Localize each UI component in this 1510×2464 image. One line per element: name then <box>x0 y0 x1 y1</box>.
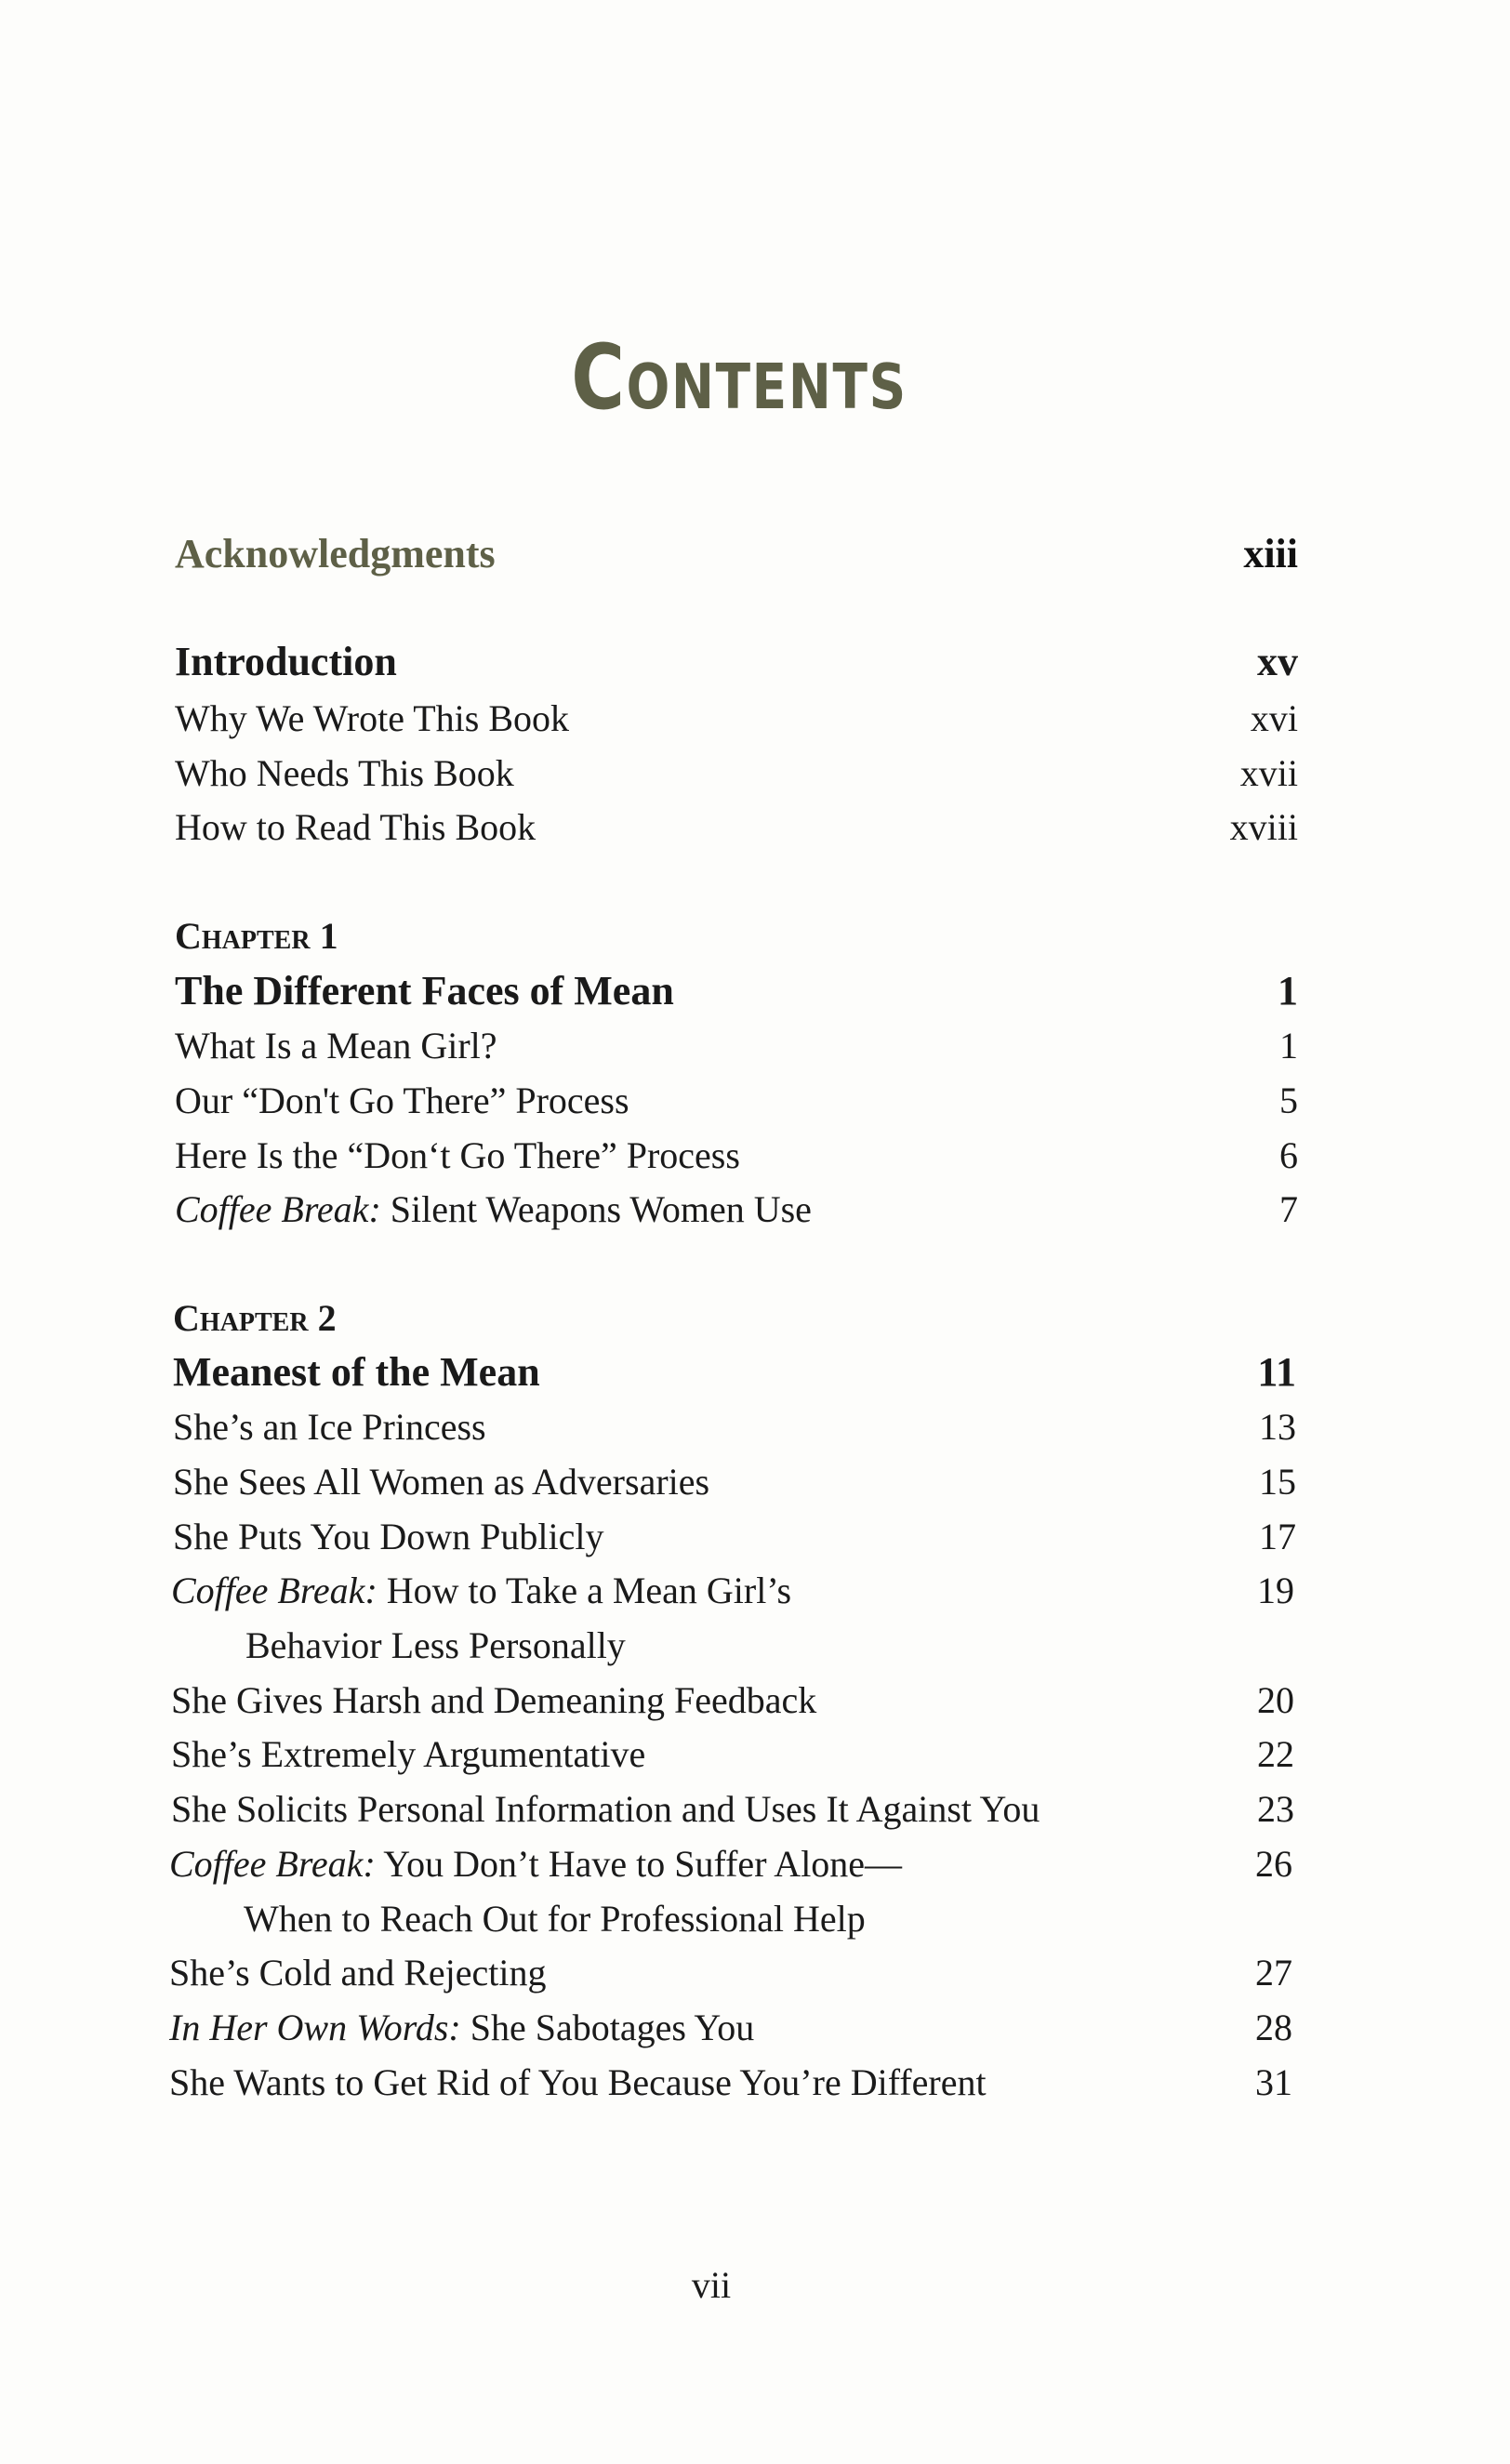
toc-entry[interactable] <box>173 1509 1296 1565</box>
toc-entry-acknowledgments[interactable] <box>175 526 1298 582</box>
toc-entry[interactable] <box>169 1945 1292 2001</box>
entry-continuation: When to Reach Out for Professional Help <box>244 1898 866 1940</box>
toc-entry[interactable] <box>171 1673 1294 1729</box>
toc-entry-introduction[interactable] <box>175 634 1298 690</box>
entry-page: 5 <box>1279 1080 1298 1121</box>
toc-entry-chapter-1[interactable] <box>175 963 1298 1019</box>
chapter-number-label: Chapter 1 <box>175 915 338 957</box>
entry-text: Silent Weapons Women Use <box>380 1188 812 1230</box>
entry-page: xiii <box>1243 531 1298 576</box>
entry-text: She Sabotages You <box>460 2007 755 2048</box>
toc-entry[interactable] <box>175 691 1298 747</box>
entry-page: 15 <box>1259 1461 1296 1503</box>
entry-label: What Is a Mean Girl? <box>175 1025 497 1066</box>
toc-entry[interactable] <box>171 1782 1294 1837</box>
entry-label: She’s Extremely Argumentative <box>171 1733 646 1775</box>
entry-page: 31 <box>1255 2061 1292 2103</box>
chapter-number <box>173 1291 1296 1346</box>
entry-continuation: Behavior Less Personally <box>245 1624 626 1666</box>
entry-page: xvii <box>1239 752 1298 794</box>
entry-page: xv <box>1257 639 1298 684</box>
toc-entry-continuation <box>175 1618 1298 1674</box>
entry-page: 11 <box>1257 1349 1296 1395</box>
entry-page: 23 <box>1257 1788 1294 1830</box>
toc-entry[interactable] <box>175 1128 1298 1184</box>
toc-entry[interactable] <box>173 1399 1296 1455</box>
entry-prefix: Coffee Break: <box>169 1843 376 1885</box>
entry-label: Here Is the “Don‘t Go There” Process <box>175 1134 740 1176</box>
entry-page: 13 <box>1259 1406 1296 1448</box>
entry-label <box>169 1836 902 1892</box>
entry-label: She Sees All Women as Adversaries <box>173 1461 710 1503</box>
entry-label: Why We Wrote This Book <box>175 697 570 739</box>
entry-label: She’s Cold and Rejecting <box>169 1952 547 1994</box>
entry-label: Acknowledgments <box>175 531 496 576</box>
toc-entry[interactable] <box>175 1182 1298 1238</box>
entry-prefix: In Her Own Words: <box>169 2007 461 2048</box>
entry-label <box>171 1563 791 1619</box>
entry-label: She Wants to Get Rid of You Because You’re Different <box>169 2061 987 2103</box>
entry-label: Introduction <box>175 639 397 684</box>
entry-page: 27 <box>1255 1952 1292 1994</box>
toc-entry[interactable] <box>175 1073 1298 1129</box>
toc-entry[interactable] <box>175 800 1298 855</box>
entry-label <box>175 1182 812 1238</box>
entry-page: xvi <box>1250 697 1298 739</box>
entry-page: 26 <box>1255 1843 1292 1885</box>
entry-label: She Solicits Personal Information and Uses It Against You <box>171 1788 1040 1830</box>
entry-prefix: Coffee Break: <box>171 1570 378 1611</box>
toc-entry[interactable] <box>171 1727 1294 1782</box>
toc-entry[interactable] <box>171 1563 1294 1619</box>
entry-page: 1 <box>1278 968 1298 1013</box>
toc-entry[interactable] <box>173 1454 1296 1510</box>
entry-prefix: Coffee Break: <box>175 1188 381 1230</box>
entry-page: 1 <box>1279 1025 1298 1066</box>
entry-label: She’s an Ice Princess <box>173 1406 486 1448</box>
entry-label: Who Needs This Book <box>175 752 514 794</box>
chapter-title: Meanest of the Mean <box>173 1349 540 1395</box>
chapter-number <box>175 908 1298 964</box>
entry-page: 20 <box>1257 1679 1294 1721</box>
entry-page: 22 <box>1257 1733 1294 1775</box>
entry-text: You Don’t Have to Suffer Alone— <box>375 1843 903 1885</box>
toc-entry[interactable] <box>169 2000 1292 2056</box>
toc-entry[interactable] <box>169 1836 1292 1892</box>
entry-page: 7 <box>1279 1188 1298 1230</box>
entry-page: xviii <box>1229 806 1298 848</box>
entry-page: 19 <box>1257 1570 1294 1611</box>
entry-label: She Puts You Down Publicly <box>173 1516 604 1557</box>
entry-label: She Gives Harsh and Demeaning Feedback <box>171 1679 817 1721</box>
page-number: vii <box>691 2264 732 2306</box>
chapter-number-label: Chapter 2 <box>173 1297 337 1339</box>
toc-entry-chapter-2[interactable] <box>173 1345 1296 1400</box>
entry-label <box>169 2000 754 2056</box>
entry-page: 28 <box>1255 2007 1292 2048</box>
entry-label: Our “Don't Go There” Process <box>175 1080 629 1121</box>
entry-page: 17 <box>1259 1516 1296 1557</box>
entry-text: How to Take a Mean Girl’s <box>377 1570 792 1611</box>
toc-entry[interactable] <box>175 1018 1298 1074</box>
toc-entry[interactable] <box>175 746 1298 801</box>
toc-entry[interactable] <box>169 2055 1292 2111</box>
toc-entry-continuation <box>173 1891 1296 1947</box>
entry-label: How to Read This Book <box>175 806 536 848</box>
chapter-title: The Different Faces of Mean <box>175 968 674 1013</box>
entry-page: 6 <box>1279 1134 1298 1176</box>
page-title: Contents <box>571 325 907 430</box>
